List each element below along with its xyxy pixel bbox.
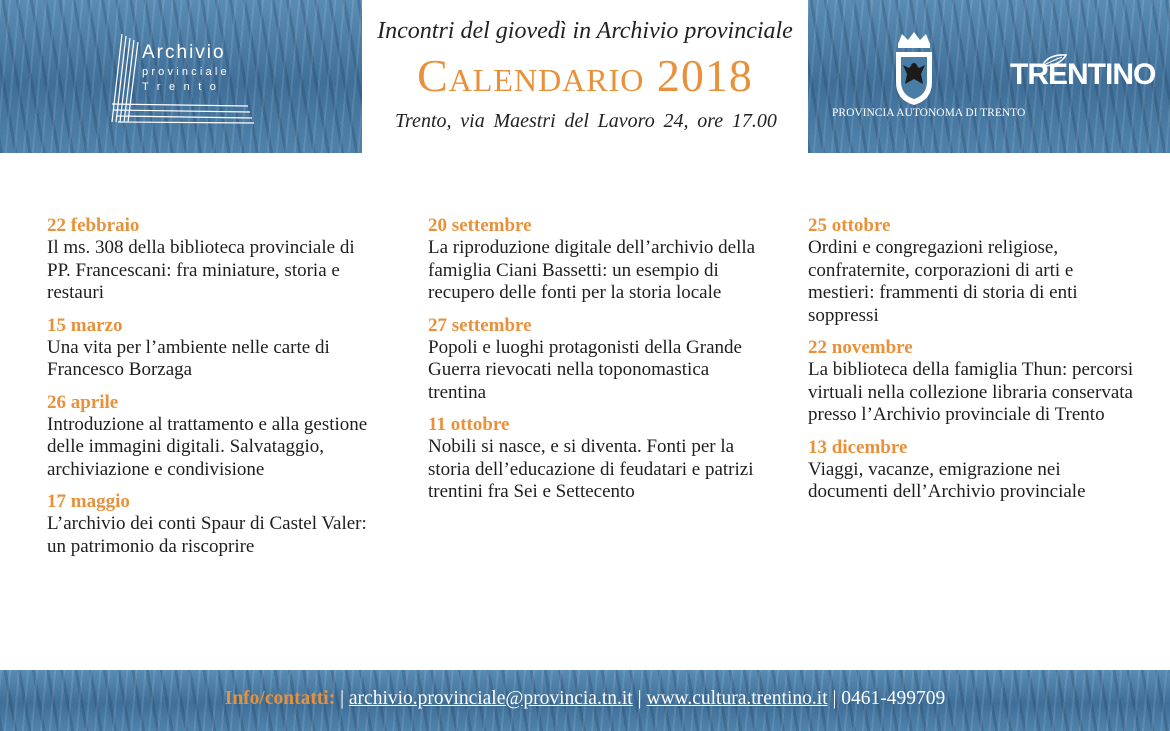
event-series-subtitle: Incontri del giovedì in Archivio provinciale [377,18,793,44]
trentino-logo: TRENTINO [1010,58,1156,91]
header-right-panel [808,0,1170,153]
event-date: 20 settembre [428,215,532,236]
header-left-panel [0,0,362,153]
calendar-event [428,414,758,504]
calendar-event [808,215,1138,327]
event-date: 26 aprile [47,391,119,413]
event-title: La riproduzione digitale dell’archivio della famiglia Ciani Bassetti: un esempio di recupero delle fonti per la storia locale [428,237,756,303]
event-title: Popoli e luoghi protagonisti della Grande Guerra rievocati nella toponomastica trentina [428,336,742,403]
logo-archivio-city: Trento [142,81,225,93]
event-title: Ordini e congregazioni religiose, confraternite, corporazioni di arti e mestieri: frammenti di storia di enti soppressi [808,237,1078,326]
logo-archivio-subtitle: provinciale [142,66,230,78]
email-link[interactable]: archivio.provinciale@provincia.tn.it [348,688,633,709]
event-title: Nobili si nasce, e si diventa. Fonti per la storia dell’educazione di feudatari e patrizi trentini fra Sei e Settecento [428,436,754,502]
archivio-provinciale-logo [108,32,258,127]
event-date: 11 ottobre [428,414,510,435]
header-title-block [362,0,808,153]
location-number: 24, [663,110,689,132]
location-street-3: Lavoro [597,110,655,132]
event-title: Il ms. 308 della biblioteca provinciale di PP. Francescani: fra miniature, storia e restauri [47,237,355,303]
calendar-event [47,392,377,482]
event-title: L’archivio dei conti Spaur di Castel Valer: un patrimonio da riscoprire [47,513,367,557]
footer-separator: | [832,688,837,709]
coat-of-arms-icon [892,30,936,106]
event-date: 22 febbraio [47,215,140,236]
location-street-2: del [564,110,589,132]
phone-number: 0461-499709 [841,688,946,709]
event-title: Una vita per l’ambiente nelle carte di Francesco Borzaga [47,336,330,380]
event-date: 27 settembre [428,314,532,336]
page-title: Calendario 2018 [417,50,753,101]
event-date: 15 marzo [47,314,123,336]
calendar-event [808,437,1138,504]
location-time: 17.00 [731,110,777,132]
calendar-event [47,315,377,382]
location-street-1: Maestri [493,110,556,132]
location-ore: ore [697,110,724,132]
logo-archivio-title: Archivio [142,42,226,63]
footer-separator: | [637,688,642,709]
location-via: via [460,110,485,132]
calendar-event [47,491,377,558]
event-title: Introduzione al trattamento e alla gestione delle immagini digitali. Salvataggio, archiviazione e condivisione [47,413,368,480]
event-date: 17 maggio [47,491,130,512]
website-link[interactable]: www.cultura.trentino.it [646,688,828,709]
footer-label: Info/contatti: [224,688,336,709]
footer-contacts-bar [0,670,1170,731]
location-city: Trento, [395,110,452,132]
calendar-column-1 [47,215,377,568]
event-title: La biblioteca della famiglia Thun: percorsi virtuali nella collezione libraria conservata presso l’Archivio provinciale di Trento [808,359,1134,425]
event-date: 25 ottobre [808,215,891,236]
calendar-event [808,337,1138,427]
calendar-event [428,315,758,405]
provincia-autonoma-label: PROVINCIA AUTONOMA DI TRENTO [832,107,1026,119]
calendar-event [47,215,377,305]
footer-contacts [0,688,1170,710]
event-date: 22 novembre [808,337,913,358]
calendar-column-2 [428,215,758,514]
calendar-event [428,215,758,305]
footer-separator: | [340,688,345,709]
calendar-column-3 [808,215,1138,514]
event-date: 13 dicembre [808,436,908,458]
event-location [395,110,777,133]
event-title: Viaggi, vacanze, emigrazione nei documenti dell’Archivio provinciale [808,458,1086,502]
